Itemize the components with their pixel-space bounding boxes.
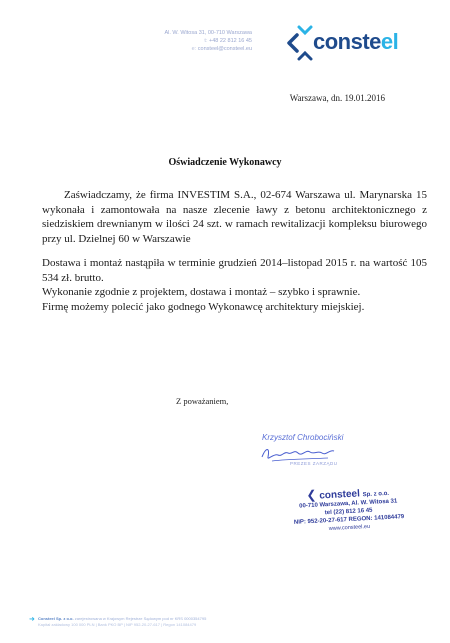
contact-phone-row (102, 37, 252, 45)
page-footer (29, 616, 398, 628)
contact-email: consteel@consteel.eu (197, 46, 252, 52)
stamp-legal-form: Sp. z o.o. (362, 490, 390, 499)
logo-word-accent: el (380, 29, 399, 54)
letter-date: Warszawa, dn. 19.01.2016 (289, 93, 385, 103)
letter-body (42, 188, 427, 314)
footer-line-2: Kapitał zakładowy 100 000 PLN | Bank PKO BP | NIP 952-20-27-617 | Regon 141084479 (38, 622, 197, 627)
signatory-role: PREZES ZARZĄDU (290, 461, 338, 466)
footer-registration: zarejestrowana w Krajowym Rejestrze Sądowym pod nr KRS 0000354795 (74, 616, 207, 621)
body-paragraph-4: Firmę możemy polecić jako godnego Wykonawcę architektury miejskiej. (42, 300, 365, 313)
contact-phone: +48 22 812 16 45 (209, 38, 252, 44)
logo-word-main: conste (313, 29, 381, 54)
signatory-name: Krzysztof Chrobociński (262, 433, 344, 442)
footer-brand: Consteel Sp. z o.o. (38, 616, 74, 621)
company-stamp (255, 481, 442, 537)
logo-wordmark (313, 29, 398, 55)
stamp-ids: NIP: 952-20-27-617 REGON: 141084479 (293, 514, 405, 526)
contact-email-row (102, 45, 252, 53)
body-paragraph-2: Dostawa i montaż nastąpiła w terminie grudzień 2014–listopad 2015 r. na wartość 105 534 zł. brutto. (42, 257, 427, 284)
contact-address: Al. W. Witosa 31, 00-710 Warszawa (164, 30, 252, 36)
body-paragraph-3: Wykonanie zgodnie z projektem, dostawa i montaż – szybko i sprawnie. (42, 286, 361, 298)
stamp-address: 00-710 Warszawa, Al. W. Witosa 31 (299, 498, 398, 510)
stamp-phone: tel (22) 812 16 45 (324, 507, 373, 517)
arrow-right-icon: ➜ (29, 616, 35, 623)
body-paragraph-1: Zaświadczamy, że firma INVESTIM S.A., 02-674 Warszawa ul. Marynarska 15 wykonała i zamontowała na nasze zlecenie ławy z betonu architektonicznego z siedziskiem drewnianym w ilości 24 szt. w ramach rewitalizacji kompleksu biurowego przy ul. Dzielnej 60 w Warszawie (42, 189, 427, 245)
stamp-url: www.consteel.eu (328, 523, 371, 533)
document-title: Oświadczenie Wykonawcy (168, 157, 282, 168)
contact-block (102, 29, 252, 53)
closing-phrase: Z poważaniem, (176, 396, 229, 406)
stamp-logo-icon: ❮ (306, 487, 317, 503)
email-label: e: (191, 46, 197, 52)
bracket-arrows-icon (285, 23, 315, 63)
phone-label: t: (204, 38, 208, 44)
stamp-company: consteel (319, 488, 361, 502)
company-logo (285, 23, 445, 63)
